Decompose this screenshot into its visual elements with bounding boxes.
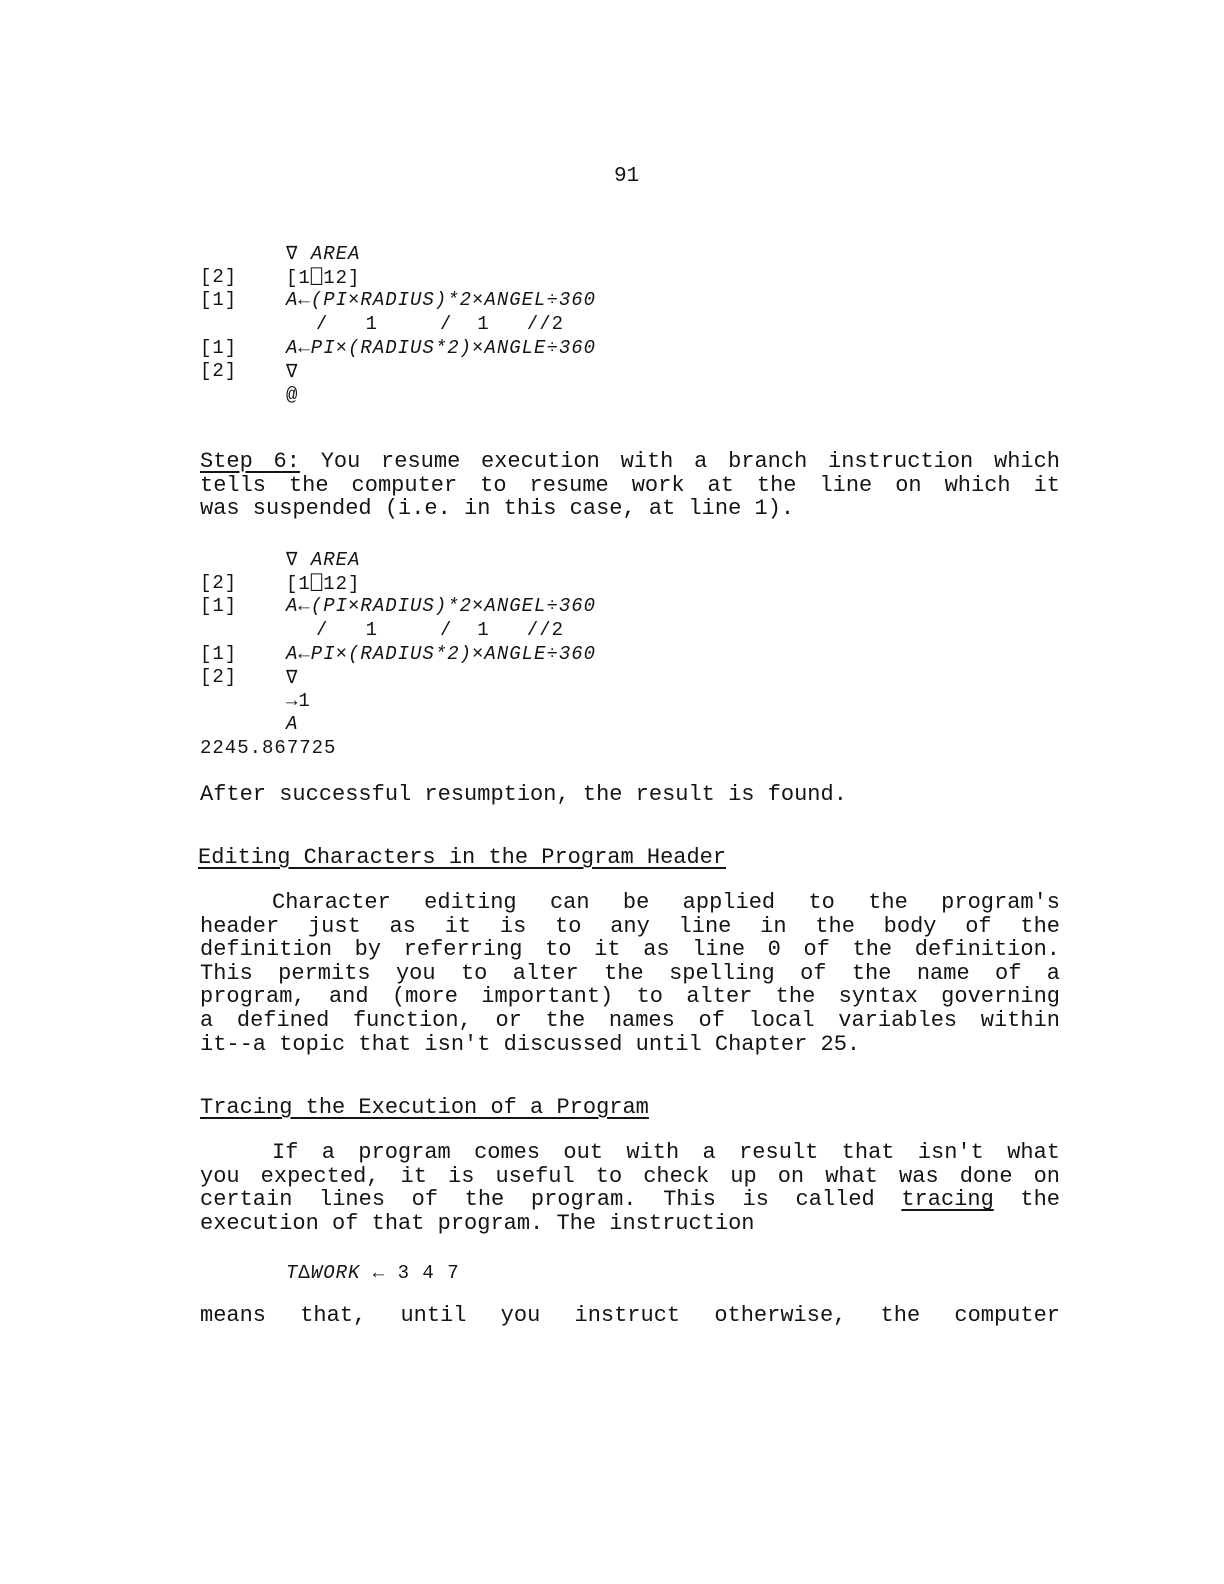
after-text: After successful resumption, the result is found. (200, 782, 847, 807)
paragraph-line: the (1020, 1187, 1060, 1213)
paragraph-line: a defined function, or the names of local variables within (200, 1007, 1060, 1033)
section-heading-editing: Editing Characters in the Program Header (198, 845, 727, 870)
trace-value: ← 3 4 7 (360, 1262, 460, 1284)
page-number: 91 (614, 165, 640, 188)
code-line: A←PI×(RADIUS*2)×ANGLE÷360 (286, 643, 597, 665)
code-line: [1⎕12] (286, 267, 361, 289)
editing-paragraph (200, 891, 1060, 1056)
line-number: [2] (200, 360, 238, 382)
code-line: A (286, 713, 299, 735)
step-text: You resume execution with a branch instruction which (299, 449, 1061, 474)
step-text: tells the computer to resume work at the line on which it (200, 472, 1060, 498)
paragraph-line: means that, until you instruct otherwise, the computer (200, 1303, 1060, 1328)
paragraph-line: header just as it is to any line in the body of the (200, 913, 1060, 939)
code-line: / 1 / 1 //2 (316, 619, 565, 641)
code-line: @ (286, 384, 299, 406)
paragraph-line: Character editing can be applied to the program's (272, 890, 1060, 915)
code-header: ∇ AREA (286, 549, 361, 571)
code-line: A←(PI×RADIUS)*2×ANGEL÷360 (286, 595, 597, 617)
paragraph-line: certain lines of the program. This is called (200, 1187, 875, 1213)
line-number: [2] (200, 666, 238, 688)
line-number: [2] (200, 572, 238, 594)
final-paragraph (200, 1304, 1060, 1328)
paragraph-line: it--a topic that isn't discussed until Chapter 25. (200, 1031, 861, 1057)
code-header: ∇ AREA (286, 243, 361, 265)
code-line: A←(PI×RADIUS)*2×ANGEL÷360 (286, 289, 597, 311)
paragraph-line: This permits you to alter the spelling of the name of a (200, 960, 1060, 986)
paragraph-line: If a program comes out with a result that isn't what (272, 1140, 1060, 1165)
code-line: A←PI×(RADIUS*2)×ANGLE÷360 (286, 337, 597, 359)
step-6-paragraph (200, 450, 1060, 521)
paragraph-line: you expected, it is useful to check up on what was done on (200, 1163, 1060, 1189)
section-heading-tracing: Tracing the Execution of a Program (200, 1095, 649, 1120)
emphasis-tracing: tracing (901, 1187, 994, 1213)
code-line: ∇ (286, 361, 299, 383)
tracing-paragraph (200, 1141, 1060, 1235)
line-number: [1] (200, 595, 238, 617)
trace-name: T∆WORK (286, 1262, 361, 1284)
step-label: Step 6: (200, 449, 300, 474)
line-number: [1] (200, 337, 238, 359)
paragraph-line: definition by referring to it as line 0 of the definition. (200, 937, 1060, 963)
step-text: was suspended (i.e. in this case, at line 1). (200, 496, 795, 522)
code-line: ∇ (286, 667, 299, 689)
trace-instruction (286, 1262, 460, 1284)
paragraph-line: execution of that program. The instruction (200, 1210, 755, 1236)
code-line: →1 (286, 690, 311, 712)
code-line: [1⎕12] (286, 573, 361, 595)
line-number: [1] (200, 643, 238, 665)
code-line: / 1 / 1 //2 (316, 313, 565, 335)
code-result: 2245.867725 (200, 737, 337, 759)
paragraph-line: program, and (more important) to alter the syntax governing (200, 984, 1060, 1010)
line-number: [1] (200, 289, 238, 311)
line-number: [2] (200, 266, 238, 288)
